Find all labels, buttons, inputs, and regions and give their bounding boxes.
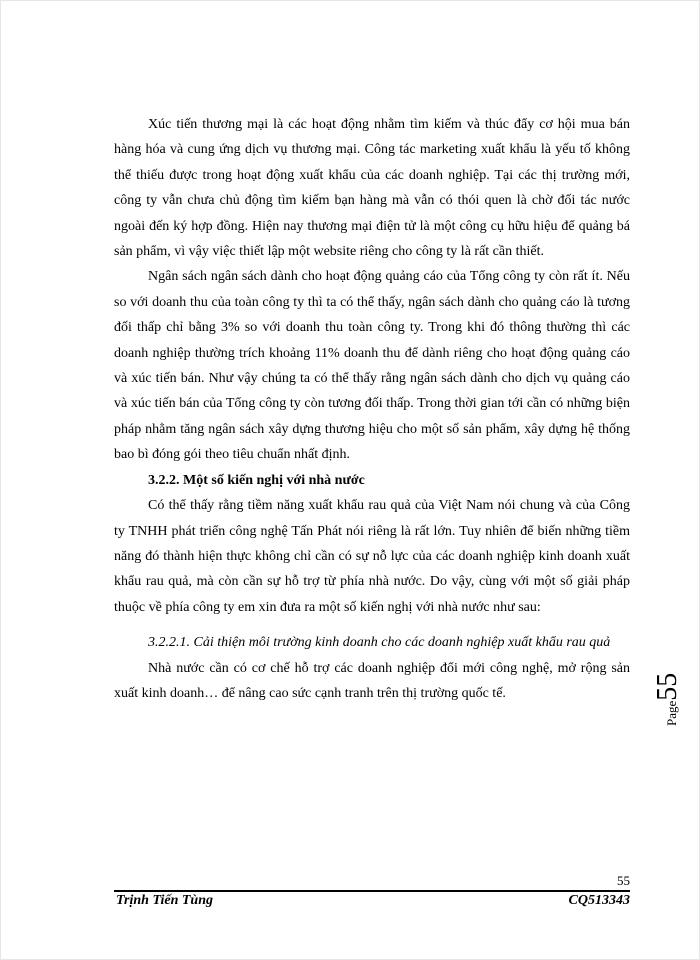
subsection-paragraph: Nhà nước cần có cơ chế hỗ trợ các doanh nghiệp đổi mới công nghệ, mở rộng sản xuất kinh doanh… để nâng cao sức cạnh tranh trên thị trường quốc tế.	[114, 660, 630, 701]
document-body	[114, 112, 630, 706]
section-paragraph: Có thể thấy rằng tiềm năng xuất khẩu rau quả của Việt Nam nói chung và của Công ty TNHH phát triển công nghệ Tấn Phát nói riêng là rất lớn. Tuy nhiên để biến những tiềm năng đó thành hiện thực không chỉ cần có sự nỗ lực của các doanh nghiệp kinh doanh xuất khẩu rau quả, mà còn cần sự hỗ trợ từ phía nhà nước. Do vậy, cùng với một số giải pháp thuộc về phía công ty em xin đưa ra một số kiến nghị với nhà nước như sau:	[114, 498, 630, 615]
footer-code: CQ513343	[568, 893, 630, 908]
footer-page-number: 55	[617, 873, 630, 888]
body-paragraph-2: Ngân sách ngân sách dành cho hoạt động quảng cáo của Tổng công ty còn rất ít. Nếu so với doanh thu của toàn công ty thì ta có thể thấy, ngân sách dành cho quảng cáo là tương đối thấp chỉ bằng 3% so với doanh thu toàn công ty. Trong khi đó thông thường thì các doanh nghiệp thường trích khoảng 11% doanh thu để dành riêng cho hoạt động quảng cáo và xúc tiến bán. Như vậy chúng ta có thể thấy rằng ngân sách dành cho dịch vụ quảng cáo và xúc tiến bán của Tổng công ty còn tương đối thấp. Trong thời gian tới cần có những biện pháp nhằm tăng ngân sách xây dựng thương hiệu cho một số sản phẩm, xây dựng hệ thống bao bì đóng gói theo tiêu chuẩn nhất định.	[114, 269, 630, 463]
side-page-number: 55	[652, 672, 683, 701]
subsection-heading: 3.2.2.1. Cải thiện môi trường kinh doanh cho các doanh nghiệp xuất khẩu rau quả	[148, 635, 611, 651]
footer-author: Trịnh Tiến Tùng	[116, 893, 213, 908]
side-page-word: Page	[664, 700, 679, 726]
footer-divider	[114, 890, 630, 892]
section-heading: 3.2.2. Một số kiến nghị với nhà nước	[148, 472, 365, 488]
body-paragraph-1: Xúc tiến thương mại là các hoạt động nhằm tìm kiếm và thúc đẩy cơ hội mua bán hàng hóa và cung ứng dịch vụ thương mại. Công tác marketing xuất khẩu là yếu tố không thể thiếu được trong hoạt động xuất khẩu của các doanh nghiệp. Tại các thị trường mới, công ty vẫn chưa chủ động tìm kiếm bạn hàng mà vẫn có thói quen là chờ đối tác nước ngoài đến ký hợp đồng. Hiện nay thương mại điện tử là một công cụ hữu hiệu để quảng bá sản phẩm, vì vậy việc thiết lập một website riêng cho công ty là rất cần thiết.	[114, 117, 630, 260]
side-page-label	[652, 656, 682, 726]
